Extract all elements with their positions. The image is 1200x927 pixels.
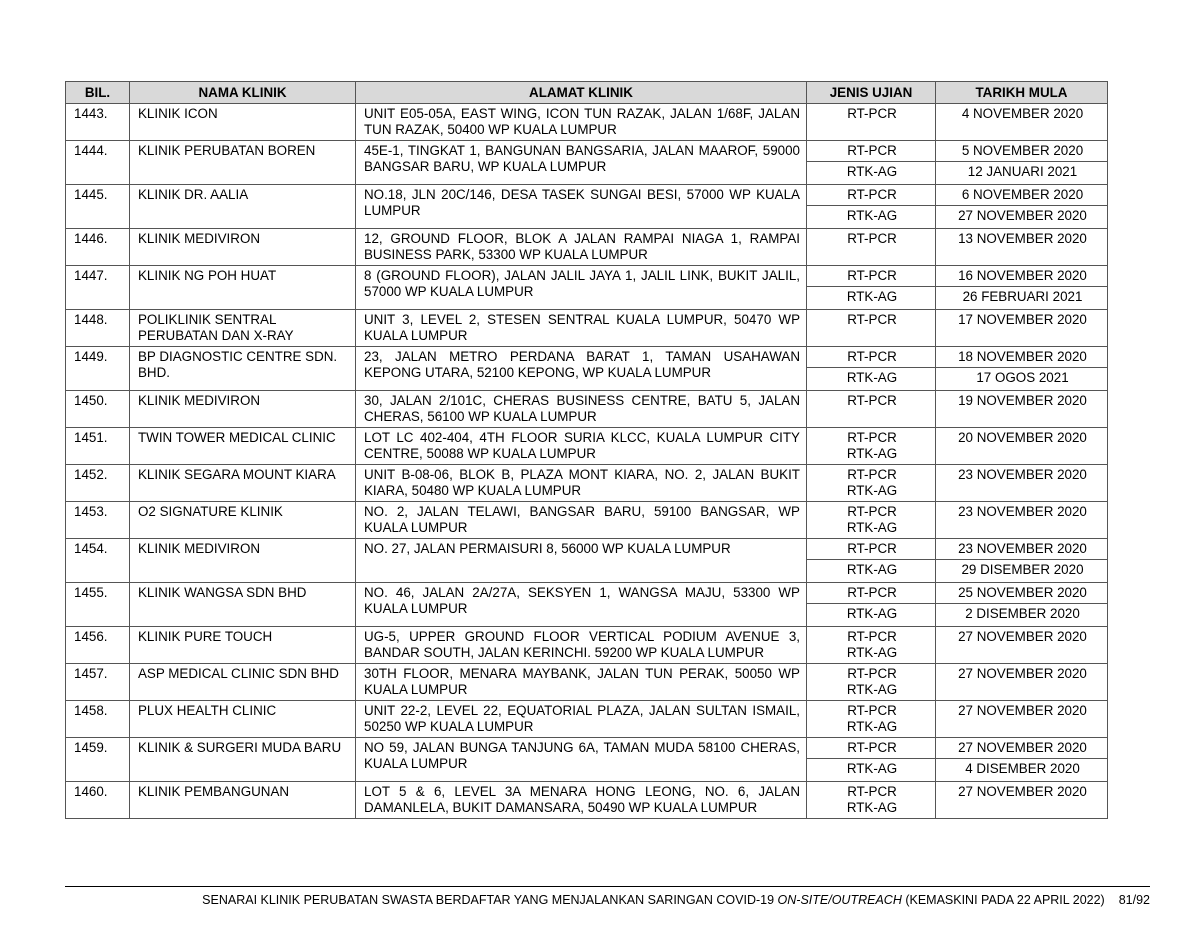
test-type: [807, 502, 936, 539]
clinic-name: KLINIK MEDIVIRON: [130, 229, 356, 266]
table-row: [66, 701, 1108, 738]
clinic-address: NO. 46, JALAN 2A/27A, SEKSYEN 1, WANGSA MAJU, 53300 WP KUALA LUMPUR: [356, 583, 807, 627]
test-type-2: RTK-AG: [846, 800, 898, 815]
clinic-address: 8 (GROUND FLOOR), JALAN JALIL JAYA 1, JALIL LINK, BUKIT JALIL, 57000 WP KUALA LUMPUR: [356, 266, 807, 310]
clinic-table: [65, 81, 1108, 819]
row-bil: 1452.: [66, 465, 130, 502]
clinic-address: UNIT 3, LEVEL 2, STESEN SENTRAL KUALA LUMPUR, 50470 WP KUALA LUMPUR: [356, 310, 807, 347]
test-type: RTK-AG: [807, 604, 936, 627]
test-type-2: RTK-AG: [846, 719, 898, 734]
clinic-address: LOT 5 & 6, LEVEL 3A MENARA HONG LEONG, NO. 6, JALAN DAMANLELA, BUKIT DAMANSARA, 50490 WP KUALA LUMPUR: [356, 782, 807, 819]
test-type-1: RT-PCR: [847, 467, 897, 482]
start-date: 5 NOVEMBER 2020: [936, 141, 1108, 162]
start-date: 12 JANUARI 2021: [936, 162, 1108, 185]
row-bil: 1449.: [66, 347, 130, 391]
test-type-2: RTK-AG: [846, 645, 898, 660]
header-bil: BIL.: [66, 82, 130, 104]
clinic-name: KLINIK ICON: [130, 104, 356, 141]
start-date: 25 NOVEMBER 2020: [936, 583, 1108, 604]
clinic-address: LOT LC 402-404, 4TH FLOOR SURIA KLCC, KUALA LUMPUR CITY CENTRE, 50088 WP KUALA LUMPUR: [356, 428, 807, 465]
clinic-address: 23, JALAN METRO PERDANA BARAT 1, TAMAN USAHAWAN KEPONG UTARA, 52100 KEPONG, WP KUALA LUMPUR: [356, 347, 807, 391]
test-type-2: RTK-AG: [846, 483, 898, 498]
table-row: [66, 347, 1108, 368]
start-date: 26 FEBRUARI 2021: [936, 287, 1108, 310]
start-date: 17 NOVEMBER 2020: [936, 310, 1108, 347]
header-date: TARIKH MULA: [936, 82, 1108, 104]
header-address: ALAMAT KLINIK: [356, 82, 807, 104]
start-date: 27 NOVEMBER 2020: [936, 701, 1108, 738]
test-type: RTK-AG: [807, 162, 936, 185]
table-row: [66, 141, 1108, 162]
page-number: 81/92: [1118, 893, 1150, 907]
table-row: [66, 782, 1108, 819]
row-bil: 1444.: [66, 141, 130, 185]
table-row: [66, 738, 1108, 759]
clinic-name: KLINIK SEGARA MOUNT KIARA: [130, 465, 356, 502]
start-date: 23 NOVEMBER 2020: [936, 502, 1108, 539]
table-row: [66, 465, 1108, 502]
test-type: RTK-AG: [807, 759, 936, 782]
test-type-2: RTK-AG: [846, 520, 898, 535]
test-type: RT-PCR: [807, 104, 936, 141]
clinic-name: KLINIK DR. AALIA: [130, 185, 356, 229]
row-bil: 1460.: [66, 782, 130, 819]
clinic-name: KLINIK WANGSA SDN BHD: [130, 583, 356, 627]
row-bil: 1459.: [66, 738, 130, 782]
test-type-1: RT-PCR: [847, 430, 897, 445]
start-date: 16 NOVEMBER 2020: [936, 266, 1108, 287]
test-type-1: RT-PCR: [847, 666, 897, 681]
clinic-address: 30, JALAN 2/101C, CHERAS BUSINESS CENTRE, BATU 5, JALAN CHERAS, 56100 WP KUALA LUMPUR: [356, 391, 807, 428]
test-type: [807, 627, 936, 664]
table-row: [66, 185, 1108, 206]
footer-text-before: SENARAI KLINIK PERUBATAN SWASTA BERDAFTAR YANG MENJALANKAN SARINGAN COVID-19: [202, 893, 778, 907]
table-row: [66, 310, 1108, 347]
clinic-address: NO. 2, JALAN TELAWI, BANGSAR BARU, 59100 BANGSAR, WP KUALA LUMPUR: [356, 502, 807, 539]
test-type-1: RT-PCR: [847, 629, 897, 644]
clinic-name: POLIKLINIK SENTRAL PERUBATAN DAN X-RAY: [130, 310, 356, 347]
clinic-name: ASP MEDICAL CLINIC SDN BHD: [130, 664, 356, 701]
row-bil: 1445.: [66, 185, 130, 229]
clinic-name: KLINIK PURE TOUCH: [130, 627, 356, 664]
table-row: [66, 627, 1108, 664]
table-row: [66, 539, 1108, 560]
row-bil: 1450.: [66, 391, 130, 428]
row-bil: 1456.: [66, 627, 130, 664]
clinic-name: KLINIK MEDIVIRON: [130, 539, 356, 583]
row-bil: 1454.: [66, 539, 130, 583]
table-row: [66, 583, 1108, 604]
test-type: RT-PCR: [807, 310, 936, 347]
start-date: 23 NOVEMBER 2020: [936, 539, 1108, 560]
start-date: 4 NOVEMBER 2020: [936, 104, 1108, 141]
test-type: RT-PCR: [807, 141, 936, 162]
clinic-address: 30TH FLOOR, MENARA MAYBANK, JALAN TUN PERAK, 50050 WP KUALA LUMPUR: [356, 664, 807, 701]
table-row: [66, 664, 1108, 701]
footer-text-after: (KEMASKINI PADA 22 APRIL 2022): [901, 893, 1105, 907]
start-date: 20 NOVEMBER 2020: [936, 428, 1108, 465]
table-row: [66, 104, 1108, 141]
clinic-name: BP DIAGNOSTIC CENTRE SDN. BHD.: [130, 347, 356, 391]
test-type-1: RT-PCR: [847, 784, 897, 799]
start-date: 13 NOVEMBER 2020: [936, 229, 1108, 266]
start-date: 17 OGOS 2021: [936, 368, 1108, 391]
row-bil: 1446.: [66, 229, 130, 266]
start-date: 27 NOVEMBER 2020: [936, 206, 1108, 229]
test-type: RT-PCR: [807, 229, 936, 266]
test-type: [807, 428, 936, 465]
footer-divider: [65, 886, 1150, 887]
row-bil: 1455.: [66, 583, 130, 627]
start-date: 19 NOVEMBER 2020: [936, 391, 1108, 428]
test-type-1: RT-PCR: [847, 703, 897, 718]
test-type: RTK-AG: [807, 206, 936, 229]
clinic-name: O2 SIGNATURE KLINIK: [130, 502, 356, 539]
test-type: [807, 701, 936, 738]
test-type: RTK-AG: [807, 287, 936, 310]
test-type: RT-PCR: [807, 583, 936, 604]
clinic-name: PLUX HEALTH CLINIC: [130, 701, 356, 738]
test-type: RT-PCR: [807, 391, 936, 428]
test-type-2: RTK-AG: [846, 682, 898, 697]
clinic-address: UNIT B-08-06, BLOK B, PLAZA MONT KIARA, NO. 2, JALAN BUKIT KIARA, 50480 WP KUALA LUMPUR: [356, 465, 807, 502]
row-bil: 1457.: [66, 664, 130, 701]
clinic-name: KLINIK PEMBANGUNAN: [130, 782, 356, 819]
clinic-name: KLINIK PERUBATAN BOREN: [130, 141, 356, 185]
start-date: 27 NOVEMBER 2020: [936, 627, 1108, 664]
footer-text-italic: ON-SITE/OUTREACH: [777, 893, 902, 907]
test-type: RT-PCR: [807, 266, 936, 287]
clinic-address: UG-5, UPPER GROUND FLOOR VERTICAL PODIUM AVENUE 3, BANDAR SOUTH, JALAN KERINCHI. 59200 WP KUALA LUMPUR: [356, 627, 807, 664]
clinic-address: 45E-1, TINGKAT 1, BANGUNAN BANGSARIA, JALAN MAAROF, 59000 BANGSAR BARU, WP KUALA LUMPUR: [356, 141, 807, 185]
row-bil: 1451.: [66, 428, 130, 465]
test-type: RTK-AG: [807, 368, 936, 391]
clinic-address: 12, GROUND FLOOR, BLOK A JALAN RAMPAI NIAGA 1, RAMPAI BUSINESS PARK, 53300 WP KUALA LUMPUR: [356, 229, 807, 266]
row-bil: 1448.: [66, 310, 130, 347]
header-test: JENIS UJIAN: [807, 82, 936, 104]
test-type: RT-PCR: [807, 738, 936, 759]
clinic-address: NO.18, JLN 20C/146, DESA TASEK SUNGAI BESI, 57000 WP KUALA LUMPUR: [356, 185, 807, 229]
clinic-address: NO 59, JALAN BUNGA TANJUNG 6A, TAMAN MUDA 58100 CHERAS, KUALA LUMPUR: [356, 738, 807, 782]
start-date: 4 DISEMBER 2020: [936, 759, 1108, 782]
row-bil: 1447.: [66, 266, 130, 310]
table-row: [66, 502, 1108, 539]
start-date: 27 NOVEMBER 2020: [936, 664, 1108, 701]
header-row: [66, 82, 1108, 104]
test-type-2: RTK-AG: [846, 446, 898, 461]
start-date: 27 NOVEMBER 2020: [936, 738, 1108, 759]
start-date: 23 NOVEMBER 2020: [936, 465, 1108, 502]
start-date: 27 NOVEMBER 2020: [936, 782, 1108, 819]
table-row: [66, 391, 1108, 428]
clinic-address: UNIT E05-05A, EAST WING, ICON TUN RAZAK, JALAN 1/68F, JALAN TUN RAZAK, 50400 WP KUALA LUMPUR: [356, 104, 807, 141]
clinic-name: KLINIK NG POH HUAT: [130, 266, 356, 310]
row-bil: 1453.: [66, 502, 130, 539]
clinic-address: UNIT 22-2, LEVEL 22, EQUATORIAL PLAZA, JALAN SULTAN ISMAIL, 50250 WP KUALA LUMPUR: [356, 701, 807, 738]
test-type: RT-PCR: [807, 539, 936, 560]
clinic-address: NO. 27, JALAN PERMAISURI 8, 56000 WP KUALA LUMPUR: [356, 539, 807, 583]
clinic-name: KLINIK MEDIVIRON: [130, 391, 356, 428]
test-type: [807, 664, 936, 701]
test-type: [807, 782, 936, 819]
test-type: RT-PCR: [807, 185, 936, 206]
table-row: [66, 428, 1108, 465]
start-date: 18 NOVEMBER 2020: [936, 347, 1108, 368]
test-type: [807, 465, 936, 502]
test-type: RTK-AG: [807, 560, 936, 583]
table-row: [66, 266, 1108, 287]
page-footer: [0, 893, 1150, 907]
row-bil: 1443.: [66, 104, 130, 141]
clinic-name: TWIN TOWER MEDICAL CLINIC: [130, 428, 356, 465]
clinic-name: KLINIK & SURGERI MUDA BARU: [130, 738, 356, 782]
test-type-1: RT-PCR: [847, 504, 897, 519]
table-row: [66, 229, 1108, 266]
start-date: 2 DISEMBER 2020: [936, 604, 1108, 627]
row-bil: 1458.: [66, 701, 130, 738]
test-type: RT-PCR: [807, 347, 936, 368]
start-date: 29 DISEMBER 2020: [936, 560, 1108, 583]
start-date: 6 NOVEMBER 2020: [936, 185, 1108, 206]
header-name: NAMA KLINIK: [130, 82, 356, 104]
